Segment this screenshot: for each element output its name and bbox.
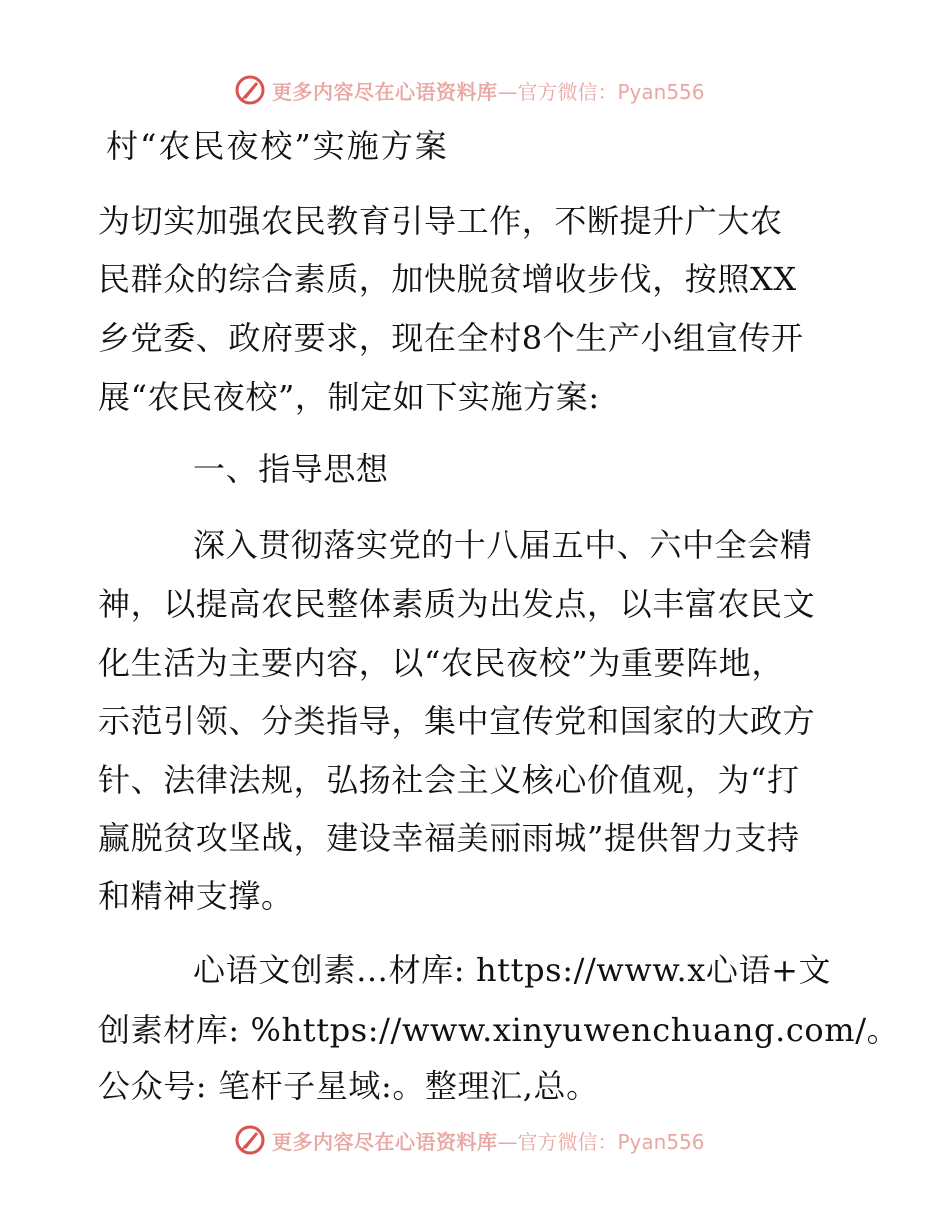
source-line: 心语文创素…材库: https://www.x心语+文: [193, 951, 832, 989]
source-line: 创素材库: %https://www.xinyuwenchuang.com/。: [98, 1011, 900, 1049]
section-heading-guiding-ideology: 一、指导思想: [193, 450, 389, 488]
feather-pen-icon: [234, 1124, 266, 1156]
header-watermark: [234, 72, 705, 108]
section1-line: 和精神支撑。: [98, 877, 294, 915]
document-title: 村“农民夜校”实施方案: [106, 127, 449, 165]
section1-line: 针、法律法规，弘扬社会主义核心价值观，为“打: [98, 761, 800, 799]
intro-line: 为切实加强农民教育引导工作，不断提升广大农: [98, 202, 783, 240]
banner-wechat-account: —官方微信：Pyan556: [497, 1129, 705, 1154]
section1-line: 示范引领、分类指导，集中宣传党和国家的大政方: [98, 702, 816, 740]
banner-slogan: 更多内容尽在心语资料库: [272, 79, 498, 104]
source-line: 公众号: 笔杆子星域:。整理汇,总。: [98, 1067, 599, 1105]
intro-line: 民群众的综合素质，加快脱贫增收步伐，按照XX: [98, 260, 797, 298]
banner-slogan: 更多内容尽在心语资料库: [272, 1129, 498, 1154]
section1-line: 化生活为主要内容，以“农民夜校”为重要阵地，: [98, 644, 784, 682]
intro-line: 展“农民夜校”，制定如下实施方案:: [98, 378, 600, 416]
section1-line: 赢脱贫攻坚战，建设幸福美丽雨城”提供智力支持: [98, 819, 800, 857]
intro-line: 乡党委、政府要求，现在全村8个生产小组宣传开: [98, 319, 804, 357]
feather-pen-icon: [234, 74, 266, 106]
banner-wechat-account: —官方微信：Pyan556: [497, 79, 705, 104]
footer-watermark: [234, 1122, 705, 1158]
section1-line: 深入贯彻落实党的十八届五中、六中全会精: [193, 526, 813, 564]
section1-line: 神，以提高农民整体素质为出发点，以丰富农民文: [98, 585, 816, 623]
